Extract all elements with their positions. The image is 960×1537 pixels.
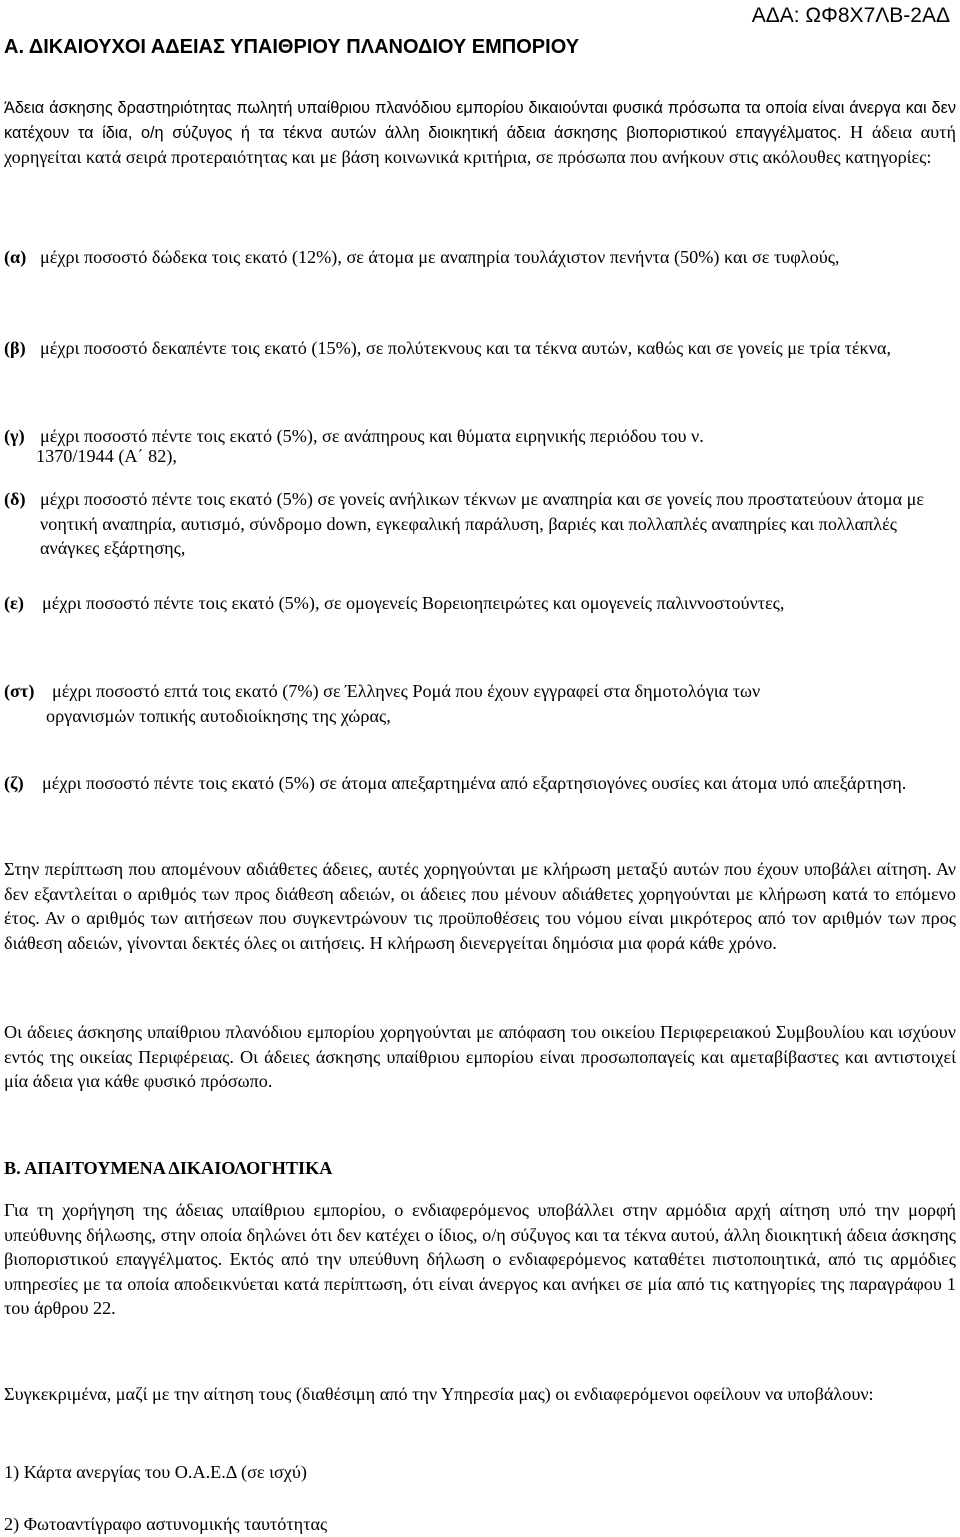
lottery-paragraph: Στην περίπτωση που απομένουν αδιάθετες άδειες, αυτές χορηγούνται με κλήρωση μεταξύ αυτών που έχουν υποβάλει αίτηση. Αν δεν εξαντλείται ο αριθμός των προς διάθεση αδειών, οι άδειες που μένουν αδιάθετες χορηγούνται με κλήρωση κατά το επόμενο έτος. Αν ο αριθμός των αιτήσεων που συγκεντρώνουν τις προϋποθέσεις του νόμου είναι μικρότερος από τον αριθμόν των προς διάθεση αδειών, γίνονται δεκτές όλες οι αιτήσεις. Η κλήρωση διενεργείται δημόσια μια φορά κάθε χρόνο. (4, 859, 956, 953)
category-text: μέχρι ποσοστό πέντε τοις εκατό (5%) σε άτομα απεξαρτημένα από εξαρτησιογόνες ουσίες και άτομα υπό απεξάρτηση. (42, 773, 907, 793)
section-a-title: Α. ΔΙΚΑΙΟΥΧΟΙ ΑΔΕΙΑΣ ΥΠΑΙΘΡΙΟΥ ΠΛΑΝΟΔΙΟΥ ΕΜΠΟΡΙΟΥ (4, 36, 580, 58)
category-text-continued: οργανισμών τοπικής αυτοδιοίκησης της χώρας, (46, 705, 391, 726)
category-label: (γ) (4, 426, 25, 446)
document-item-1: 1) Κάρτα ανεργίας του Ο.Α.Ε.Δ (σε ισχύ) (4, 1462, 307, 1482)
intro-paragraph (4, 96, 956, 170)
category-label: (α) (4, 247, 27, 267)
category-label: (β) (4, 338, 26, 358)
category-text: μέχρι ποσοστό δώδεκα τοις εκατό (12%), σε άτομα με αναπηρία τουλάχιστον πενήντα (50%) και σε τυφλούς, (40, 247, 840, 267)
category-e (4, 591, 956, 616)
section-b-title: Β. ΑΠΑΙΤΟΥΜΕΝΑ ΔΙΚΑΙΟΛΟΓΗΤΙΚΑ (4, 1158, 333, 1178)
category-z (4, 771, 956, 796)
category-b (4, 336, 956, 361)
ada-code: ΑΔΑ: ΩΦ8Χ7ΛΒ-2ΑΔ (751, 4, 950, 27)
category-label: (ε) (4, 593, 24, 613)
category-label: (στ) (4, 681, 35, 701)
category-text: μέχρι ποσοστό πέντε τοις εκατό (5%), σε ομογενείς Βορειοηπειρώτες και ομογενείς παλιννοστούντες, (42, 593, 785, 613)
category-text-continued: 1370/1944 (Α΄ 82), (36, 445, 177, 466)
category-g (4, 424, 956, 468)
category-a (4, 245, 956, 270)
intro-serif-text: Η άδεια αυτή χορηγείται κατά σειρά προτεραιότητας και με βάση κοινωνικά κριτήρια, σε πρόσωπα που ανήκουν στις ακόλουθες κατηγορίες: (4, 122, 956, 167)
category-text: μέχρι ποσοστό πέντε τοις εκατό (5%) σε γονείς ανήλικων τέκνων με αναπηρία και σε γονείς που προστατεύουν άτομα με νοητική αναπηρία, αυτισμό, σύνδρομο down, εγκεφαλική παράλυση, βαριές και πολλαπλές αναπηρίες και πολλαπλές ανάγκες εξάρτησης, (40, 489, 925, 558)
category-text: μέχρι ποσοστό επτά τοις εκατό (7%) σε Έλληνες Ρομά που έχουν εγγραφεί στα δημοτολόγια των (52, 681, 761, 701)
licenses-paragraph: Οι άδειες άσκησης υπαίθριου πλανόδιου εμπορίου χορηγούνται με απόφαση του οικείου Περιφερειακού Συμβουλίου και ισχύουν εντός της οικείας Περιφέρειας. Οι άδειες άσκησης υπαίθριου εμπορίου είναι προσωποπαγείς και αμεταβίβαστες και αντιστοιχεί μία άδεια για κάθε φυσικό πρόσωπο. (4, 1022, 956, 1092)
category-label: (ζ) (4, 773, 24, 793)
category-d (4, 487, 956, 561)
category-text: μέχρι ποσοστό πέντε τοις εκατό (5%), σε ανάπηρους και θύματα ειρηνικής περιόδου του ν. (40, 426, 704, 446)
application-paragraph: Για τη χορήγηση της άδειας υπαίθριου εμπορίου, ο ενδιαφερόμενος υποβάλλει στην αρμόδια αρχή αίτηση υπό την μορφή υπεύθυνης δήλωσης, στην οποία δηλώνει ότι δεν κατέχει ο ίδιος, ο/η σύζυγος και τα τέκνα αυτού, άλλη διοικητική άδεια άσκησης βιοποριστικού επαγγέλματος. Εκτός από την υπεύθυνη δήλωση ο ενδιαφερόμενος καταθέτει πιστοποιητικά, από τις αρμόδιες υπηρεσίες με τα οποία αποδεικνύεται κατά περίπτωση, ότι είναι άνεργος και ανήκει σε μία από τις κατηγορίες της παραγράφου 1 του άρθρου 22. (4, 1200, 956, 1319)
category-label: (δ) (4, 489, 26, 509)
category-text: μέχρι ποσοστό δεκαπέντε τοις εκατό (15%), σε πολύτεκνους και τα τέκνα αυτών, καθώς και σε γονείς με τρία τέκνα, (40, 338, 891, 358)
category-st (4, 679, 956, 728)
document-item-2: 2) Φωτοαντίγραφο αστυνομικής ταυτότητας (4, 1514, 328, 1534)
intro-text: Άδεια άσκησης δραστηριότητας πωλητή υπαίθριου πλανόδιου εμπορίου δικαιούνται φυσικά πρόσωπα τα οποία είναι άνεργα και δεν κατέχουν τα ίδια, ο/η σύζυγος ή τα τέκνα αυτών άλλη διοικητική άδεια άσκησης βιοποριστικού επαγγέλματος. (4, 99, 956, 142)
specifically-paragraph: Συγκεκριμένα, μαζί με την αίτηση τους (διαθέσιμη από την Υπηρεσία μας) οι ενδιαφερόμενοι οφείλουν να υποβάλουν: (4, 1384, 874, 1404)
